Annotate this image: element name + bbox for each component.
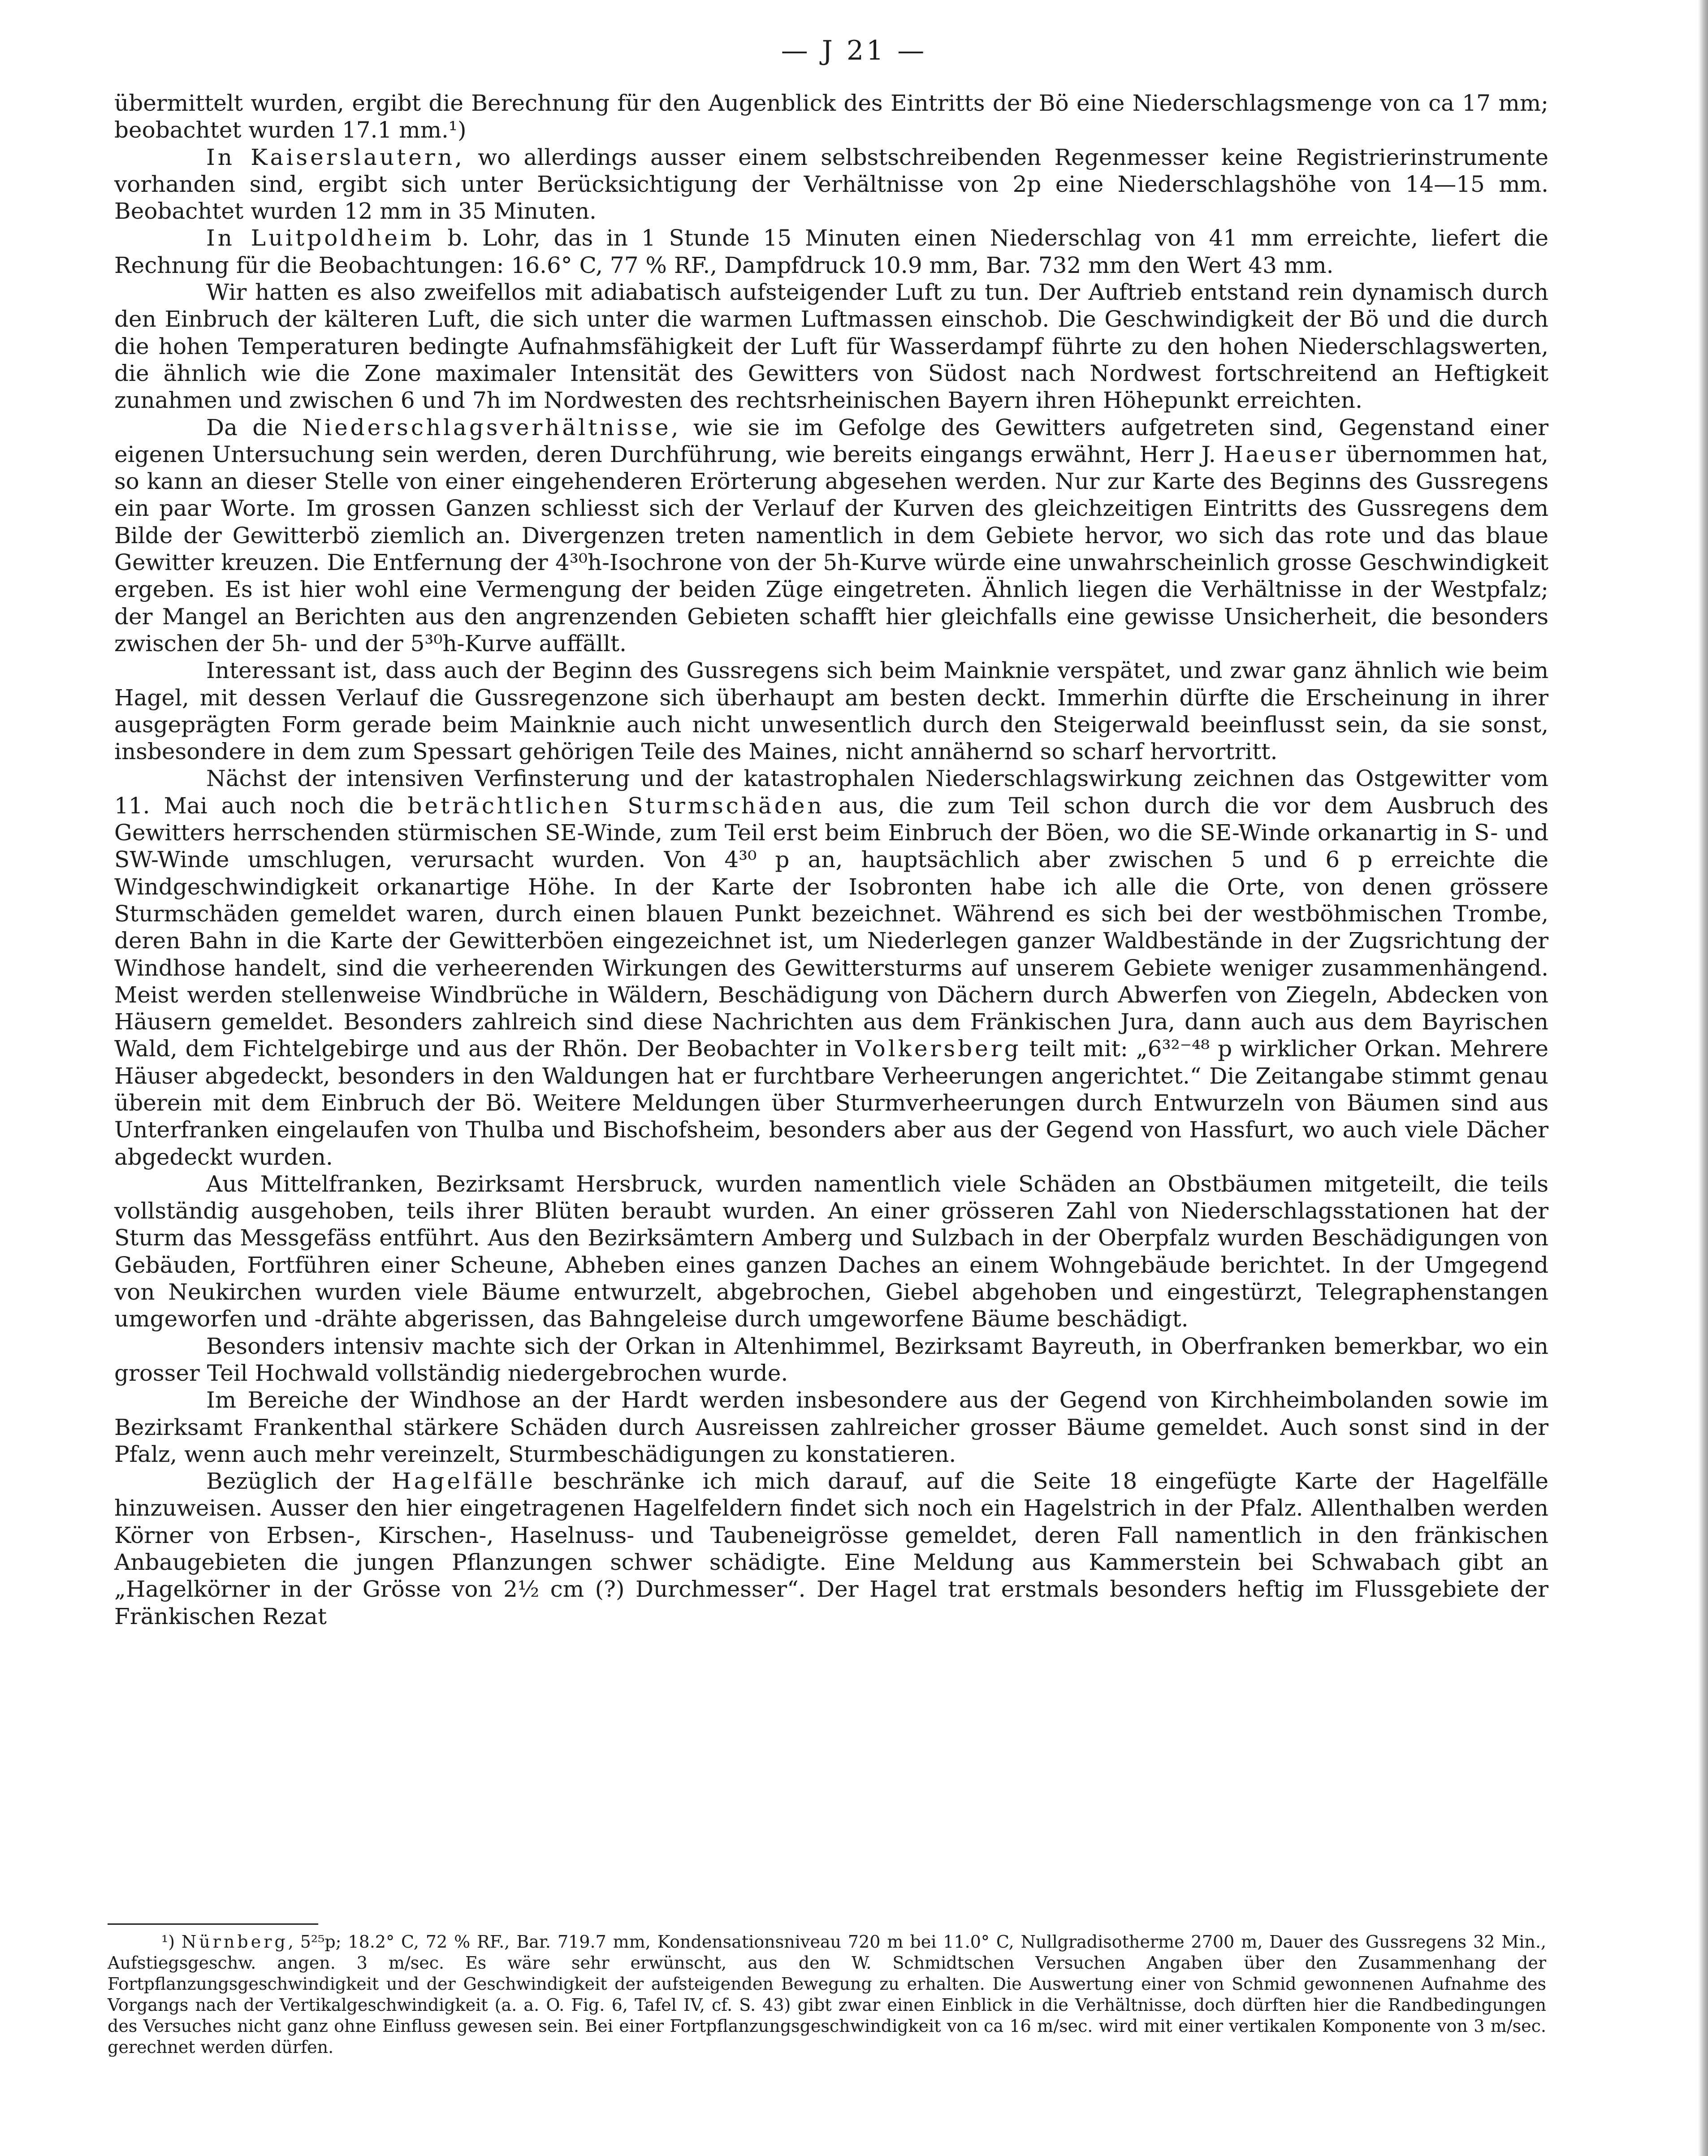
scan-edge [1698, 0, 1708, 2156]
paragraph: Besonders intensiv machte sich der Orkan in Altenhimmel, Bezirksamt Bayreuth, in Oberfranken bemerkbar, wo ein grosser Teil Hochwald vollständig niedergebrochen wurde. [114, 1333, 1548, 1386]
body-text [114, 90, 1548, 1630]
paragraph: Aus Mittelfranken, Bezirksamt Hersbruck, wurden namentlich viele Schäden an Obstbäumen mitgeteilt, die teils vollständig ausgehoben, teils ihrer Blüten beraubt wurden. An einer grösseren Zahl von Niederschlagsstationen hat der Sturm das Messgefäss entführt. Aus den Bezirksämtern Amberg und Sulzbach in der Oberpfalz wurden Beschädigungen von Gebäuden, Fortführen einer Scheune, Abheben eines ganzen Daches an einem Wohngebäude berichtet. In der Umgegend von Neukirchen wurden viele Bäume entwurzelt, abgebrochen, Giebel abgehoben und eingestürzt, Telegraphenstangen umgeworfen und -drähte abgerissen, das Bahngeleise durch umgeworfene Bäume beschädigt. [114, 1171, 1548, 1332]
paragraph: Da die Niederschlagsverhältnisse, wie sie im Gefolge des Gewitters aufgetreten sind, Gegenstand einer eigenen Untersuchung sein werden, deren Durchführung, wie bereits eingangs erwähnt, Herr J. Haeuser übernommen hat, so kann an dieser Stelle von einer eingehenderen Erörterung abgesehen werden. Nur zur Karte des Beginns des Gussregens ein paar Worte. Im grossen Ganzen schliesst sich der Verlauf der Kurven des gleichzeitigen Eintritts des Gussregens dem Bilde der Gewitterbö ziemlich an. Divergenzen treten namentlich in dem Gebiete hervor, wo sich das rote und das blaue Gewitter kreuzen. Die Entfernung der 4³⁰h-Isochrone von der 5h-Kurve würde eine unwahrscheinlich grosse Geschwindigkeit ergeben. Es ist hier wohl eine Vermengung der beiden Züge eingetreten. Ähnlich liegen die Verhältnisse in der Westpfalz; der Mangel an Berichten aus den angrenzenden Gebieten schafft hier gleichfalls eine gewisse Unsicherheit, die besonders zwischen der 5h- und der 5³⁰h-Kurve auffällt. [114, 414, 1548, 657]
footnotes [108, 1931, 1546, 2058]
paragraph: Nächst der intensiven Verfinsterung und der katastrophalen Niederschlagswirkung zeichnen das Ostgewitter vom 11. Mai auch noch die beträchtlichen Sturmschäden aus, die zum Teil schon durch die vor dem Ausbruch des Gewitters herrschenden stürmischen SE-Winde, zum Teil erst beim Einbruch der Böen, wo die SE-Winde orkanartig in S- und SW-Winde umschlugen, verursacht wurden. Von 4³⁰ p an, hauptsächlich aber zwischen 5 und 6 p erreichte die Windgeschwindigkeit orkanartige Höhe. In der Karte der Isobronten habe ich alle die Orte, von denen grössere Sturmschäden gemeldet waren, durch einen blauen Punkt bezeichnet. Während es sich bei der westböhmischen Trombe, deren Bahn in die Karte der Gewitterböen eingezeichnet ist, um Niederlegen ganzer Waldbestände in der Zugsrichtung der Windhose handelt, sind die verheerenden Wirkungen des Gewittersturms auf unserem Gebiete weniger zusammenhängend. Meist werden stellenweise Windbrüche in Wäldern, Beschädigung von Dächern durch Abwerfen von Ziegeln, Abdecken von Häusern gemeldet. Besonders zahlreich sind diese Nachrichten aus dem Fränkischen Jura, dann auch aus dem Bayrischen Wald, dem Fichtelgebirge und aus der Rhön. Der Beobachter in Volkersberg teilt mit: „6³²⁻⁴⁸ p wirklicher Orkan. Mehrere Häuser abgedeckt, besonders in den Waldungen hat er furchtbare Verheerungen angerichtet.“ Die Zeitangabe stimmt genau überein mit dem Einbruch der Bö. Weitere Meldungen über Sturmverheerungen durch Entwurzeln von Bäumen sind aus Unterfranken eingelaufen von Thulba und Bischofsheim, besonders aber aus der Gegend von Hassfurt, wo auch viele Dächer abgedeckt wurden. [114, 765, 1549, 1170]
spaced-term: Niederschlagsverhältnisse [302, 414, 671, 441]
spaced-place-name: Volkersberg [855, 1036, 1021, 1062]
spaced-place-name: Nürnberg [182, 1932, 288, 1952]
paragraph: Wir hatten es also zweifellos mit adiabatisch aufsteigender Luft zu tun. Der Auftrieb entstand rein dynamisch durch den Einbruch der kälteren Luft, die sich unter die warmen Luftmassen einschob. Die Geschwindigkeit der Bö und die durch die hohen Temperaturen bedingte Aufnahmsfähigkeit der Luft für Wasserdampf führte zu den hohen Niederschlagswerten, die ähnlich wie die Zone maximaler Intensität des Gewitters von Südost nach Nordwest fortschreitend an Heftigkeit zunahmen und zwischen 6 und 7h im Nordwesten des rechtsrheinischen Bayern ihren Höhepunkt erreichten. [114, 279, 1548, 414]
paragraph: Bezüglich der Hagelfälle beschränke ich mich darauf, auf die Seite 18 eingefügte Karte der Hagelfälle hinzuweisen. Ausser den hier eingetragenen Hagelfeldern findet sich noch ein Hagelstrich in der Pfalz. Allenthalben werden Körner von Erbsen-, Kirschen-, Haselnuss- und Taubeneigrösse gemeldet, deren Fall namentlich in den fränkischen Anbaugebieten die jungen Pflanzungen schwer schädigte. Eine Meldung aus Kammerstein bei Schwabach gibt an „Hagelkörner in der Grösse von 2½ cm (?) Durchmesser“. Der Hagel trat erstmals besonders heftig im Flussgebiete der Fränkischen Rezat [114, 1468, 1548, 1629]
page-number: — J 21 — [781, 35, 927, 66]
footnote-rule [108, 1923, 318, 1925]
spaced-place-name: In Luitpoldheim [206, 225, 434, 251]
paragraph: Im Bereiche der Windhose an der Hardt werden insbesondere aus der Gegend von Kirchheimbolanden sowie im Bezirksamt Frankenthal stärkere Schäden durch Ausreissen zahlreicher grosser Bäume gemeldet. Auch sonst sind in der Pfalz, wenn auch mehr vereinzelt, Sturmbeschädigungen zu konstatieren. [114, 1387, 1548, 1467]
spaced-term: beträchtlichen Sturmschäden [407, 792, 825, 819]
paragraph: In Luitpoldheim b. Lohr, das in 1 Stunde 15 Minuten einen Niederschlag von 41 mm erreichte, liefert die Rechnung für die Beobachtungen: 16.6° C, 77 % RF., Dampfdruck 10.9 mm, Bar. 732 mm den Wert 43 mm. [114, 225, 1549, 278]
paragraph: übermittelt wurden, ergibt die Berechnung für den Augenblick des Eintritts der Bö eine Niederschlagsmenge von ca 17 mm; beobachtet wurden 17.1 mm.¹) [114, 90, 1548, 143]
footnote: ¹) Nürnberg, 5²⁵p; 18.2° C, 72 % RF., Bar. 719.7 mm, Kondensationsniveau 720 m bei 11.0° C, Nullgradisotherme 2700 m, Dauer des Gussregens 32 Min., Aufstiegsgeschw. angen. 3 m/sec. Es wäre sehr erwünscht, aus den W. Schmidtschen Versuchen Angaben über den Zusammenhang der Fortpflanzungsgeschwindigkeit und der Geschwindigkeit der aufsteigenden Bewegung zu erhalten. Die Auswertung einer von Schmid gewonnenen Aufnahme des Vorgangs nach der Vertikalgeschwindigkeit (a. a. O. Fig. 6, Tafel IV, cf. S. 43) gibt zwar einen Einblick in die Verhältnisse, doch dürften hier die Randbedingungen des Versuches nicht ganz ohne Einfluss gewesen sein. Bei einer Fortpflanzungsgeschwindigkeit von ca 16 m/sec. wird mit einer vertikalen Komponente von 3 m/sec. gerechnet werden dürfen. [108, 1932, 1546, 2057]
spaced-term: Hagelfälle [392, 1468, 536, 1495]
spaced-person-name: Haeuser [1223, 441, 1339, 467]
footnote-marker: ¹) [161, 1932, 175, 1952]
spaced-place-name: In Kaiserslautern, [206, 144, 465, 170]
paragraph: In Kaiserslautern, wo allerdings ausser einem selbstschreibenden Regenmesser keine Registrierinstrumente vorhanden sind, ergibt sich unter Berücksichtigung der Verhältnisse von 2p eine Niederschlagshöhe von 14—15 mm. Beobachtet wurden 12 mm in 35 Minuten. [114, 144, 1548, 225]
paragraph: Interessant ist, dass auch der Beginn des Gussregens sich beim Mainknie verspätet, und zwar ganz ähnlich wie beim Hagel, mit dessen Verlauf die Gussregenzone sich überhaupt am besten deckt. Immerhin dürfte die Erscheinung in ihrer ausgeprägten Form gerade beim Mainknie auch nicht unwesentlich durch den Steigerwald beeinflusst sein, da sie sonst, insbesondere in dem zum Spessart gehörigen Teile des Maines, nicht annähernd so scharf hervortritt. [114, 657, 1548, 765]
